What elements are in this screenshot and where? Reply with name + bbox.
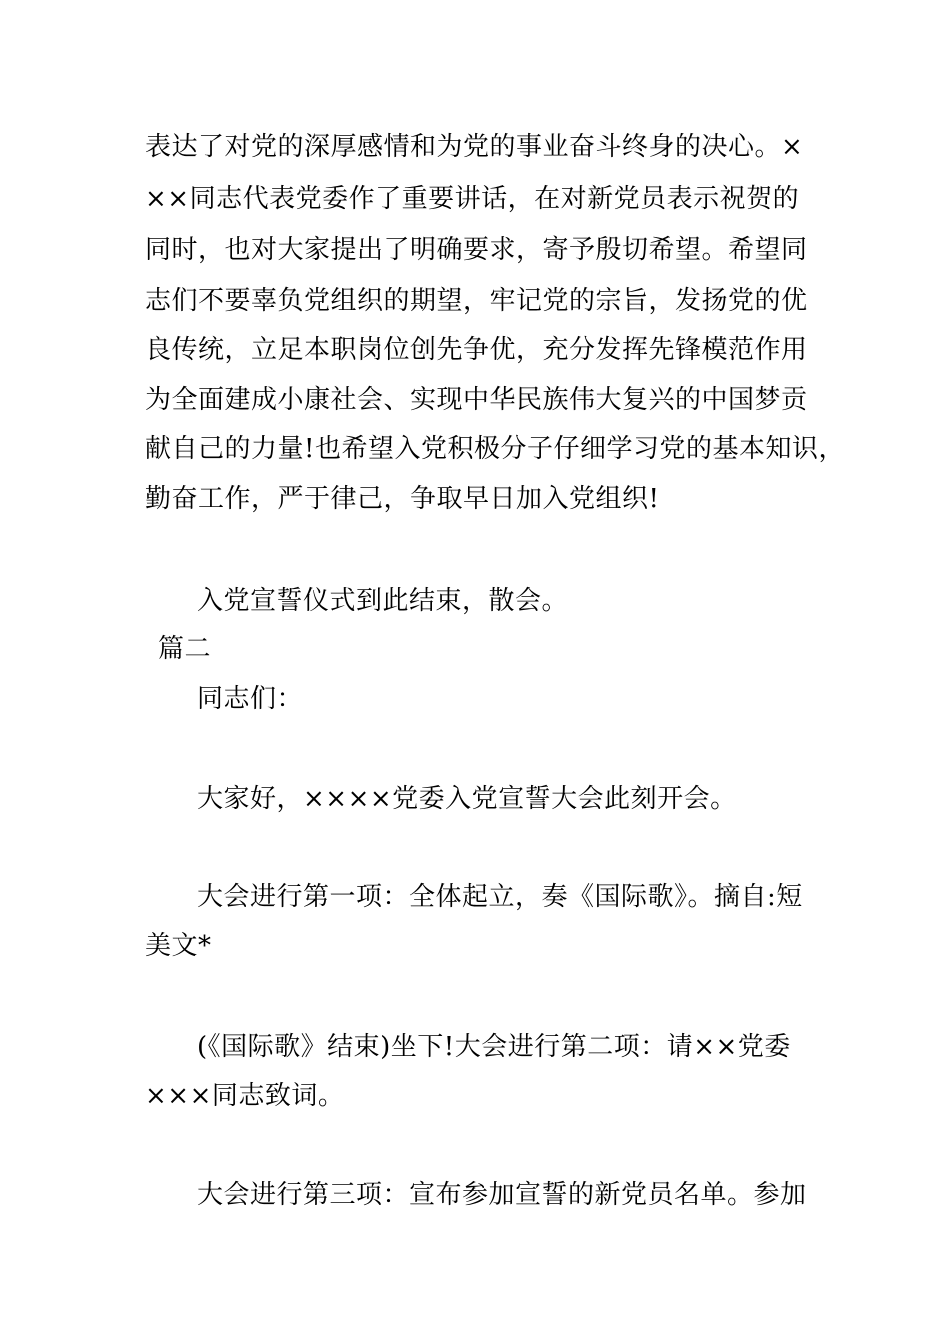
item-line: ×××同志致词。: [145, 1081, 345, 1111]
item-line: 美文*: [145, 931, 212, 961]
paragraph-line: ××同志代表党委作了重要讲话，在对新党员表示祝贺的: [145, 184, 800, 214]
paragraph-line: 同时，也对大家提出了明确要求，寄予殷切希望。希望同: [145, 235, 808, 265]
item-line: (《国际歌》结束)坐下!大会进行第二项：请××党委: [197, 1032, 791, 1062]
item-line: 大会进行第一项：全体起立，奏《国际歌》。摘自:短: [197, 882, 803, 912]
salutation: 同志们：: [197, 684, 304, 714]
paragraph-line: 为全面建成小康社会、实现中华民族伟大复兴的中国梦贡: [145, 385, 808, 415]
paragraph-line: 勤奋工作，严于律己，争取早日加入党组织!: [145, 484, 660, 514]
greeting-line: 大家好，××××党委入党宣誓大会此刻开会。: [197, 784, 737, 814]
paragraph-line: 表达了对党的深厚感情和为党的事业奋斗终身的决心。×: [145, 132, 804, 162]
closing-line: 入党宣誓仪式到此结束，散会。: [197, 586, 569, 616]
item-line: 大会进行第三项：宣布参加宣誓的新党员名单。参加: [197, 1180, 807, 1210]
paragraph-line: 良传统，立足本职岗位创先争优，充分发挥先锋模范作用: [145, 335, 808, 365]
paragraph-line: 献自己的力量!也希望入党积极分子仔细学习党的基本知识，: [145, 434, 845, 464]
section-heading: 篇二: [158, 634, 212, 664]
paragraph-line: 志们不要辜负党组织的期望，牢记党的宗旨，发扬党的优: [145, 286, 808, 316]
